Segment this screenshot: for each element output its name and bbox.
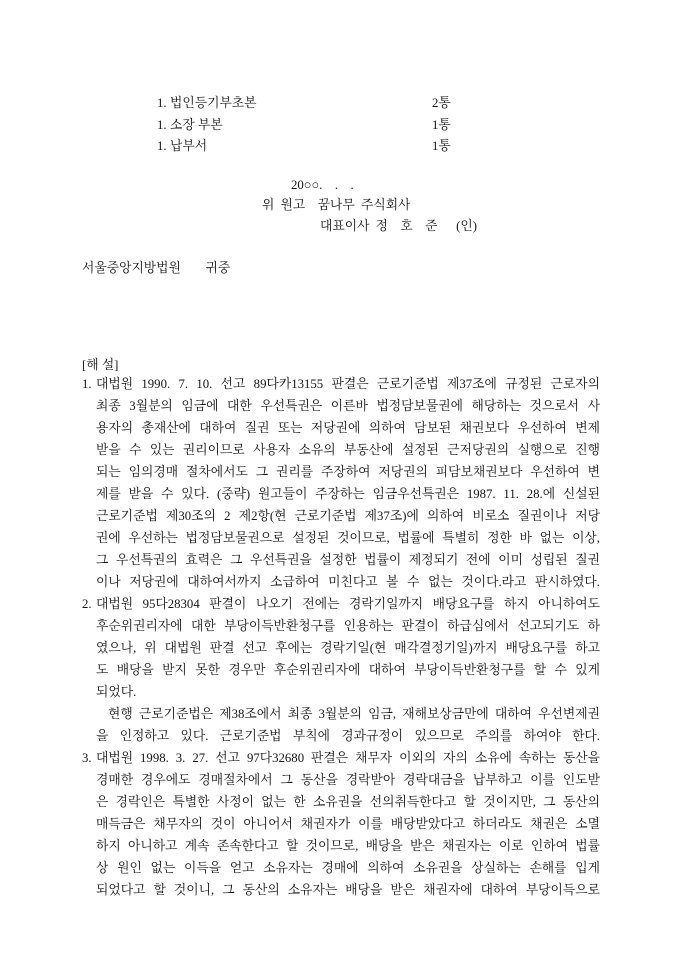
commentary-item-3 xyxy=(82,747,600,901)
commentary-line: 경매한 경우에도 경매절차에서 그 동산을 경락받아 경락대금을 납부하고 이를 인도받 xyxy=(96,773,600,787)
commentary-line: 였으나, 위 대법원 판결 선고 후에는 경락기일(현 매각결정기일)까지 배당요구를 하고 xyxy=(96,641,600,655)
attachment-count: 1통 xyxy=(432,139,451,153)
attachment-row xyxy=(157,136,477,156)
attachment-number: 1. xyxy=(157,118,167,132)
commentary-line: 근로기준법 제30조의 2 제2항(현 근로기준법 제37조)에 의하여 비로소 질권이나 저당 xyxy=(96,509,601,523)
commentary-section xyxy=(82,373,600,901)
commentary-line: 최종 3월분의 임금에 대한 우선특권은 이른바 법정담보물권에 해당하는 것으로서 사 xyxy=(96,399,600,413)
filing-date: 20○○. . . xyxy=(291,178,354,192)
commentary-line: 되는 임의경매 절차에서도 그 권리를 주장하여 저당권의 피담보채권보다 우선하여 변 xyxy=(96,465,600,479)
commentary-line: 그 우선특권의 효력은 그 우선특권을 설정한 법률이 제정되기 전에 이미 성립된 질권 xyxy=(96,553,600,567)
plaintiff-name: 위 원고 꿈나무 주식회사 xyxy=(262,198,411,212)
attachment-number: 1. xyxy=(157,139,167,153)
commentary-line: 대법원 1990. 7. 10. 선고 89다카13155 판결은 근로기준법 제37조에 규정된 근로자의 xyxy=(96,377,600,391)
attachment-number: 1. xyxy=(157,96,167,110)
commentary-line: 제를 받을 수 있다. (중략) 원고들이 주장하는 임금우선특권은 1987. 11. 28.에 신설된 xyxy=(96,487,600,501)
item-number: 2. xyxy=(82,597,92,611)
attachment-label: 법인등기부초본 xyxy=(170,96,257,110)
item-number: 1. xyxy=(82,377,92,391)
attachment-count: 1통 xyxy=(432,118,451,132)
attachment-label: 소장 부본 xyxy=(170,118,223,132)
commentary-line: 이나 저당권에 대하여서까지 소급하여 미친다고 볼 수 없는 것이다.라고 판시하였다. xyxy=(96,575,600,589)
commentary-heading: [해 설] xyxy=(82,358,119,372)
commentary-line: 후순위권리자에 대한 부당이득반환청구를 인용하는 판결이 하급심에서 선고되기도 하 xyxy=(96,619,600,633)
commentary-line: 하지 아니하고 계속 존속한다고 할 것이므로, 배당을 받은 채권자는 이로 인하여 법률 xyxy=(96,839,600,853)
attachment-row xyxy=(157,93,477,113)
commentary-line: 용자의 총재산에 대하여 질권 또는 저당권에 의하여 담보된 채권보다 우선하여 변제 xyxy=(96,421,600,435)
commentary-line: 도 배당을 받지 못한 경우만 후순위권리자에 대하여 부당이득반환청구를 할 수 있게 xyxy=(96,663,600,677)
commentary-line: 상 원인 없는 이득을 얻고 소유자는 경매에 의하여 소유권을 상실하는 손해를 입게 xyxy=(96,861,600,875)
commentary-line: 현행 근로기준법은 제38조에서 최종 3월분의 임금, 재해보상금만에 대하여 우선변제권 xyxy=(108,707,600,721)
commentary-line: 권에 우선하는 법정담보물권으로 설정된 것이므로, 법률에 특별히 정한 바 없는 이상, xyxy=(96,531,600,545)
commentary-line: 되었다고 할 것이니, 그 동산의 소유자는 배당을 받은 채권자에 대하여 부당이득으로 xyxy=(96,883,600,897)
commentary-line: 되었다. xyxy=(96,685,137,699)
commentary-line: 은 경락인은 특별한 사정이 없는 한 소유권을 선의취득한다고 할 것이지만, 그 동산의 xyxy=(96,795,600,809)
attachment-count: 2통 xyxy=(432,96,451,110)
representative-signature: 대표이사 정 호 준 (인) xyxy=(320,219,478,233)
item-number: 3. xyxy=(82,751,92,765)
commentary-line: 받을 수 있는 권리이므로 사용자 소유의 부동산에 설정된 근저당권의 실행으로 진행 xyxy=(96,443,600,457)
commentary-item-2 xyxy=(82,593,600,747)
commentary-line: 을 인정하고 있다. 근로기준법 부칙에 경과규정이 있으므로 주의를 하여야 한다. xyxy=(96,729,600,743)
commentary-line: 대법원 1998. 3. 27. 선고 97다32680 판결은 채무자 이외의 자의 소유에 속하는 동산을 xyxy=(96,751,600,765)
attachment-row xyxy=(157,115,477,135)
attachment-label: 납부서 xyxy=(170,139,208,153)
commentary-line: 매득금은 채무자의 것이 아니어서 채권자가 이를 배당받았다고 하더라도 채권은 소멸 xyxy=(96,817,600,831)
commentary-line: 대법원 95다28304 판결이 나오기 전에는 경락기일까지 배당요구를 하지 아니하여도 xyxy=(96,597,600,611)
court-recipient: 서울중앙지방법원 귀중 xyxy=(82,261,231,275)
commentary-item-1 xyxy=(82,373,600,593)
